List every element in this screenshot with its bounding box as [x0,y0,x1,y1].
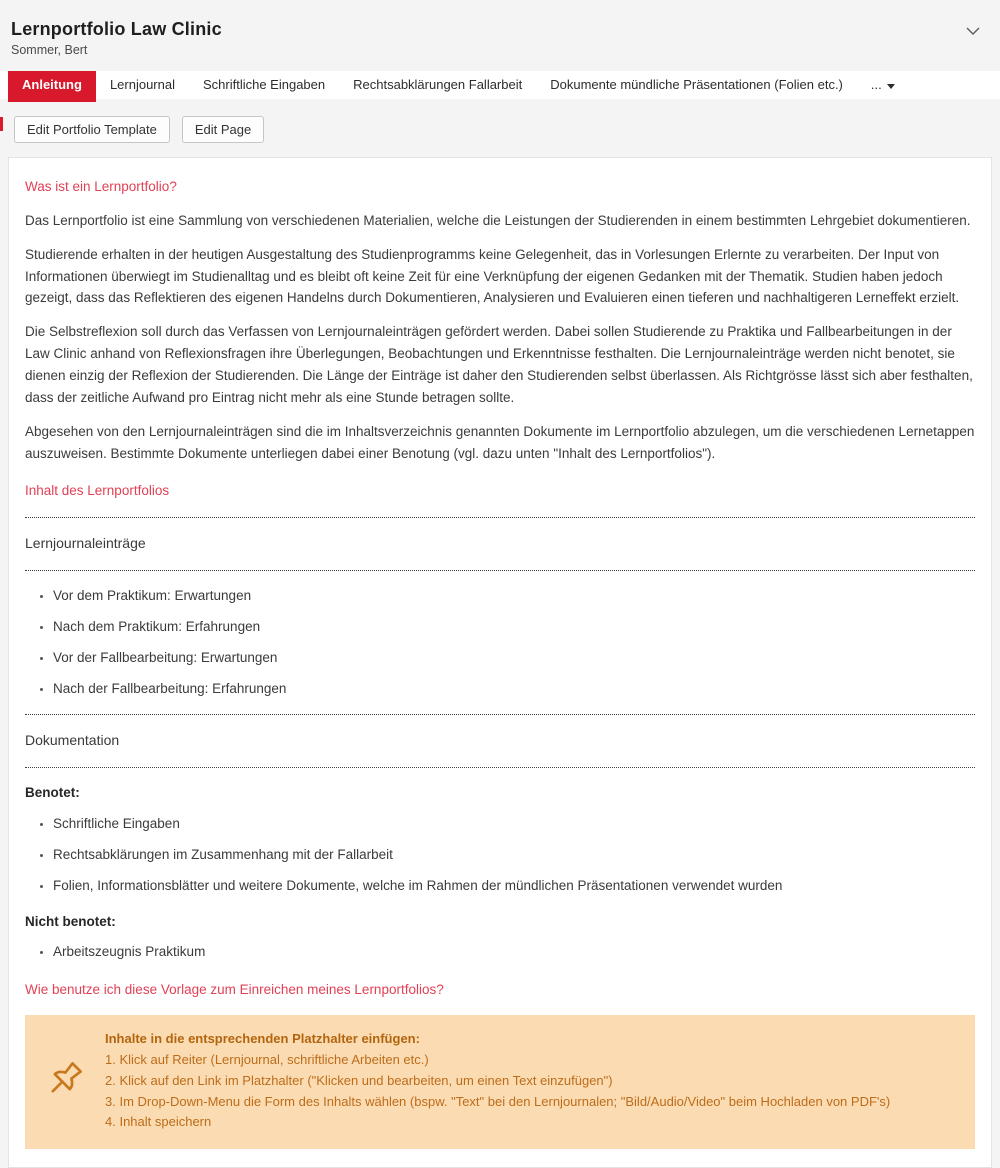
list-item: • Vor der Fallbearbeitung: Erwartungen [53,647,975,669]
lernjournal-heading: Lernjournaleinträge [25,535,146,552]
nicht-benotet-list [33,941,975,963]
tab-overflow-menu[interactable] [857,71,905,99]
list-item: • Schriftliche Eingaben [53,813,975,835]
dokumentation-heading: Dokumentation [25,732,120,749]
infobox-step: 1. Klick auf Reiter (Lernjournal, schriftliche Arbeiten etc.) [105,1051,429,1067]
tab-rechtsabklaerungen-fallarbeit[interactable]: Rechtsabklärungen Fallarbeit [353,77,523,92]
benotet-list [33,813,975,897]
list-item: • Arbeitszeugnis Praktikum [53,941,975,963]
page-header [0,0,1000,57]
collapse-chevron-button[interactable] [962,20,984,42]
infobox-step: 3. Im Drop-Down-Menu die Form des Inhalts wählen (bspw. "Text" bei den Lernjournalen; "Bild/Audio/Video" beim Hochladen von PDF's) [105,1093,891,1109]
caret-down-icon [887,84,895,89]
edge-accent-sliver [0,117,3,131]
overflow-ellipsis-label: ... [870,77,882,92]
dotted-divider [25,517,975,518]
tab-dokumente-praesentationen[interactable]: Dokumente mündliche Präsentationen (Folien etc.) [550,77,843,92]
tab-lernjournal[interactable]: Lernjournal [109,77,175,92]
edit-page-button[interactable]: Edit Page [182,116,264,143]
list-item: • Nach dem Praktikum: Erfahrungen [53,616,975,638]
infobox-step: 2. Klick auf den Link im Platzhalter ("Klicken und bearbeiten, um einen Text einzufügen") [105,1072,613,1088]
list-item: • Rechtsabklärungen im Zusammenhang mit der Fallarbeit [53,844,975,866]
lernjournal-list [33,585,975,699]
paragraph: Studierende erhalten in der heutigen Ausgestaltung des Studienprogramms keine Gelegenheit, das in Vorlesungen Erlernte zu verarbeiten. Der Input von Informationen überwiegt im Studienalltag und es bleibt oft keine Zeit für eine Verknüpfung der eigenen Gedanken mit der Thematik. Studien haben jedoch gezeigt, dass das Reflektieren des eigenen Handelns durch Dokumentieren, Analysieren und Evaluieren einen tieferen und nachhaltigeren Lerneffekt erzielt. [25,246,960,306]
section-heading-was-ist: Was ist ein Lernportfolio? [25,179,177,194]
edit-portfolio-template-button[interactable]: Edit Portfolio Template [14,116,170,143]
portfolio-tabbar [0,71,1000,99]
paragraph: Die Selbstreflexion soll durch das Verfassen von Lernjournaleinträgen gefördert werden. Dabei sollen Studierende zu Praktika und Fallbearbeitungen in der Law Clinic anhand von Reflexionsfragen ihre Überlegungen, Beobachtungen und Erkenntnisse festhalten. Die Lernjournaleinträge werden nicht benotet, sie dienen einzig der Reflexion der Studierenden. Die Länge der Einträge ist daher den Studierenden selbst überlassen. Als Richtgrösse lässt sich aber festhalten, dass der zeitliche Aufwand pro Eintrag nicht mehr als eine Stunde betragen sollte. [25,324,973,405]
paragraph: Das Lernportfolio ist eine Sammlung von verschiedenen Materialien, welche die Leistungen der Studierenden in einem bestimmten Lehrgebiet dokumentieren. [25,212,971,228]
nicht-benotet-label: Nicht benotet: [25,913,116,929]
toolbar [0,99,1000,143]
dotted-divider [25,767,975,768]
infobox-text [105,1029,890,1133]
section-heading-vorlage: Wie benutze ich diese Vorlage zum Einreichen meines Lernportfolios? [25,982,444,998]
list-item: • Vor dem Praktikum: Erwartungen [53,585,975,607]
infobox-step: 4. Inhalt speichern [105,1114,212,1130]
page-author: Sommer, Bert [11,43,88,57]
chevron-down-icon [965,26,981,36]
instructions-infobox [25,1015,975,1149]
list-item: • Nach der Fallbearbeitung: Erfahrungen [53,678,975,700]
dotted-divider [25,570,975,571]
list-item: • Folien, Informationsblätter und weitere Dokumente, welche im Rahmen der mündlichen Präsentationen verwendet wurden [53,875,975,897]
paragraph: Abgesehen von den Lernjournaleinträgen sind die im Inhaltsverzeichnis genannten Dokumente im Lernportfolio abzulegen, um die verschiedenen Lernetappen auszuweisen. Bestimmte Dokumente unterliegen dabei einer Benotung (vgl. dazu unten "Inhalt des Lernportfolios"). [25,423,975,461]
page-title: Lernportfolio Law Clinic [11,19,222,39]
content-panel [8,157,992,1168]
benotet-label: Benotet: [25,785,80,801]
pushpin-icon [35,1058,91,1104]
dotted-divider [25,714,975,715]
tab-anleitung[interactable]: Anleitung [8,71,96,102]
section-heading-inhalt: Inhalt des Lernportfolios [25,483,170,499]
tab-schriftliche-eingaben[interactable]: Schriftliche Eingaben [202,77,326,92]
infobox-heading: Inhalte in die entsprechenden Platzhalter einfügen: [105,1031,420,1047]
